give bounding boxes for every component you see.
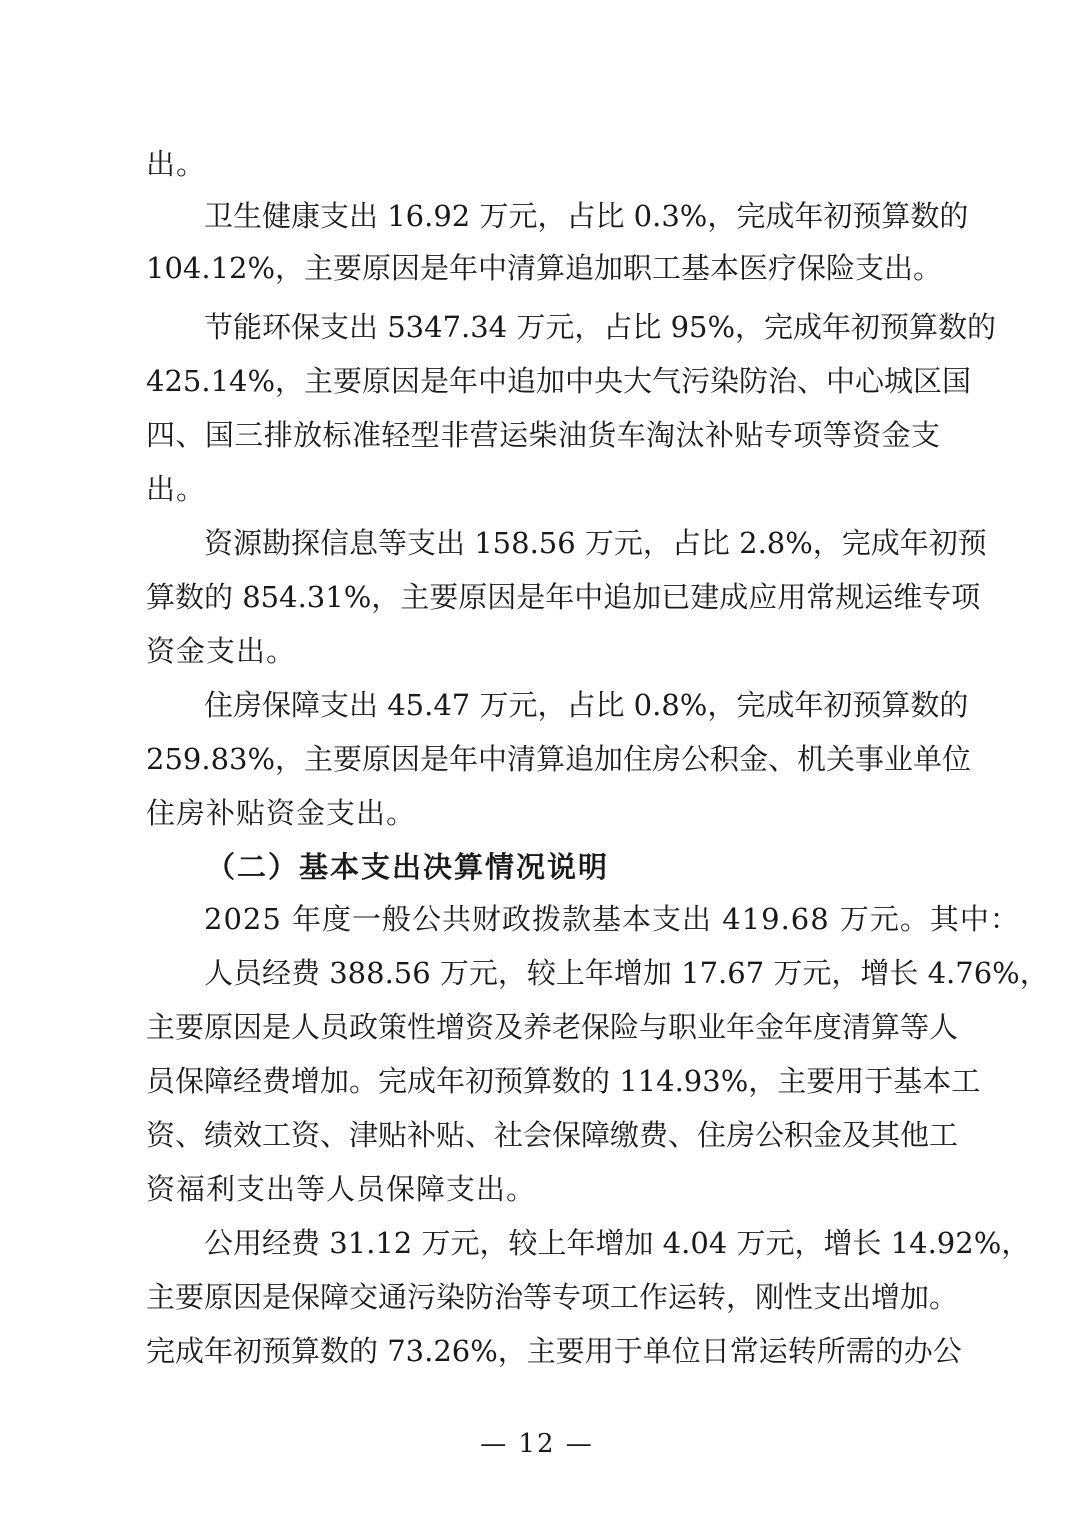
text-line: 公用经费 31.12 万元，较上年增加 4.04 万元，增长 14.92%， — [204, 1226, 1031, 1260]
text-line: 425.14%，主要原因是年中追加中央大气污染防治、中心城区国 — [146, 364, 972, 398]
text-line: 104.12%，主要原因是年中清算追加职工基本医疗保险支出。 — [146, 251, 943, 285]
text-line: 卫生健康支出 16.92 万元，占比 0.3%，完成年初预算数的 — [204, 199, 969, 233]
page-number: — 12 — — [480, 1429, 594, 1459]
text-line: 主要原因是保障交通污染防治等专项工作运转，刚性支出增加。 — [146, 1280, 959, 1314]
text-line: 节能环保支出 5347.34 万元，占比 95%，完成年初预算数的 — [204, 310, 997, 344]
section-heading: （二）基本支出决算情况说明 — [206, 850, 610, 884]
text-line: 住房补贴资金支出。 — [146, 796, 417, 830]
text-line: 四、国三排放标准轻型非营运柴油货车淘汰补贴专项等资金支 — [146, 418, 940, 452]
text-line: 员保障经费增加。完成年初预算数的 114.93%，主要用于基本工 — [146, 1064, 981, 1098]
text-line: 住房保障支出 45.47 万元，占比 0.8%，完成年初预算数的 — [204, 688, 969, 722]
text-line: 资福利支出等人员保障支出。 — [146, 1172, 537, 1206]
text-line: 算数的 854.31%，主要原因是年中追加已建成应用常规运维专项 — [146, 580, 981, 614]
text-line: 资源勘探信息等支出 158.56 万元，占比 2.8%，完成年初预 — [204, 526, 987, 560]
text-line: 资金支出。 — [146, 634, 297, 668]
text-line: 主要原因是人员政策性增资及养老保险与职业年金年度清算等人 — [146, 1010, 959, 1044]
text-line: 完成年初预算数的 73.26%，主要用于单位日常运转所需的办公 — [146, 1334, 962, 1368]
text-line: 出。 — [146, 472, 207, 506]
text-line: 人员经费 388.56 万元，较上年增加 17.67 万元，增长 4.76%， — [204, 956, 1049, 990]
text-line: 2025 年度一般公共财政拨款基本支出 419.68 万元。其中： — [204, 902, 1020, 936]
text-line: 出。 — [146, 147, 207, 181]
text-line: 资、绩效工资、津贴补贴、社会保障缴费、住房公积金及其他工 — [146, 1118, 959, 1152]
text-line: 259.83%，主要原因是年中清算追加住房公积金、机关事业单位 — [146, 742, 972, 776]
